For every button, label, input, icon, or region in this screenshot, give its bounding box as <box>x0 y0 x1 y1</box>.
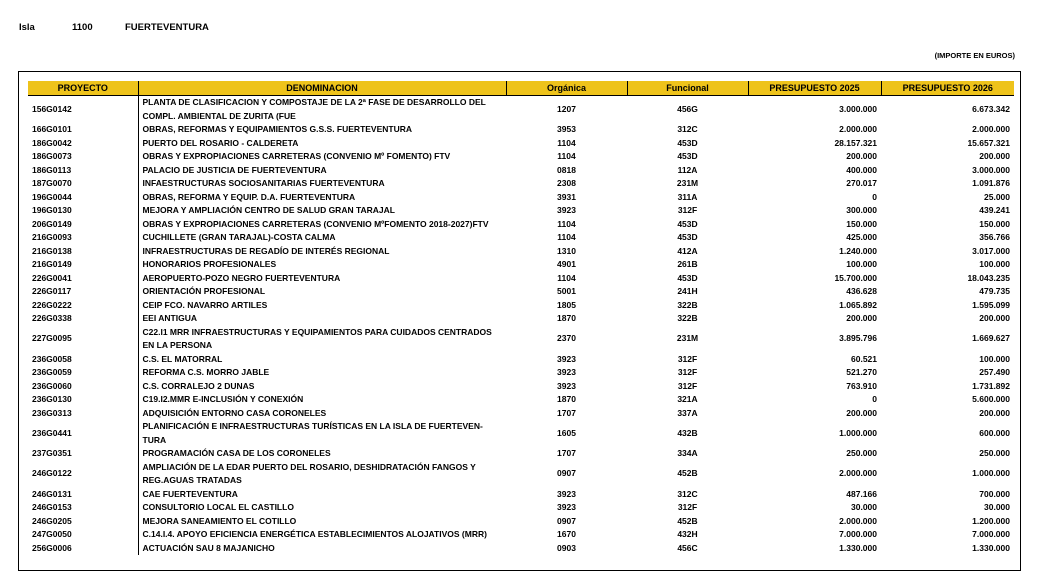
cell-presupuesto-2026: 5.600.000 <box>972 394 1010 404</box>
table-row <box>28 326 1014 353</box>
cell-funcional: 241H <box>677 286 698 296</box>
cell-organica: 1707 <box>557 448 576 458</box>
table-row <box>28 353 1014 367</box>
cell-funcional: 311A <box>677 191 698 202</box>
cell-presupuesto-2025: 7.000.000 <box>839 529 877 539</box>
cell-presupuesto-2025: 425.000 <box>846 232 877 242</box>
cell-denominacion: INFRAESTRUCTURAS DE REGADÍO DE INTERÉS REGIONAL <box>138 245 506 259</box>
cell-denominacion: PALACIO DE JUSTICIA DE FUERTEVENTURA <box>138 164 506 178</box>
cell-presupuesto-2026: 3.017.000 <box>972 245 1010 256</box>
cell-presupuesto-2025: 100.000 <box>846 259 877 269</box>
table-row <box>28 488 1014 502</box>
table-row <box>28 380 1014 394</box>
cell-funcional: 312F <box>677 367 698 377</box>
cell-presupuesto-2025: 200.000 <box>846 313 877 323</box>
cell-organica: 2308 <box>557 178 576 188</box>
cell-presupuesto-2026: 3.000.000 <box>972 164 1010 175</box>
cell-denominacion: AMPLIACIÓN DE LA EDAR PUERTO DEL ROSARIO, DESHIDRATACIÓN FANGOS Y REG.AGUAS TRATADAS <box>138 461 506 488</box>
cell-organica: 1670 <box>557 529 576 539</box>
cell-denominacion: AEROPUERTO-POZO NEGRO FUERTEVENTURA <box>138 272 506 286</box>
cell-proyecto: 186G0113 <box>32 164 72 175</box>
cell-organica: 0907 <box>557 515 576 526</box>
cell-presupuesto-2026: 257.490 <box>979 367 1010 377</box>
cell-presupuesto-2025: 200.000 <box>846 407 877 418</box>
cell-presupuesto-2025: 2.000.000 <box>839 468 877 479</box>
cell-proyecto: 256G0006 <box>32 542 72 553</box>
cell-proyecto: 226G0117 <box>32 286 72 296</box>
cell-presupuesto-2026: 6.673.342 <box>972 103 1010 114</box>
cell-funcional: 231M <box>676 178 699 188</box>
cell-presupuesto-2026: 250.000 <box>979 448 1010 458</box>
cell-proyecto: 166G0101 <box>32 124 72 134</box>
cell-presupuesto-2025: 270.017 <box>846 178 877 188</box>
cell-proyecto: 236G0313 <box>32 407 72 418</box>
cell-presupuesto-2025: 521.270 <box>846 367 877 377</box>
cell-organica: 0903 <box>557 542 576 553</box>
cell-organica: 3923 <box>557 353 576 364</box>
cell-funcional: 334A <box>677 448 698 458</box>
table-row <box>28 204 1014 218</box>
cell-denominacion: PLANTA DE CLASIFICACION Y COMPOSTAJE DE LA 2ª FASE DE DESARROLLO DEL COMPL. AMBIENTAL DE ZURITA (FUE <box>138 96 506 124</box>
table-row <box>28 150 1014 164</box>
cell-proyecto: 196G0130 <box>32 205 72 215</box>
cell-denominacion: INFAESTRUCTURAS SOCIOSANITARIAS FUERTEVENTURA <box>138 177 506 191</box>
cell-proyecto: 226G0222 <box>32 299 72 310</box>
cell-presupuesto-2025: 0 <box>872 394 877 404</box>
cell-proyecto: 206G0149 <box>32 218 72 229</box>
cell-presupuesto-2025: 487.166 <box>846 488 877 499</box>
cell-presupuesto-2026: 479.735 <box>979 286 1010 296</box>
cell-proyecto: 246G0205 <box>32 515 72 526</box>
cell-proyecto: 247G0050 <box>32 529 72 539</box>
cell-presupuesto-2026: 1.000.000 <box>972 468 1010 479</box>
cell-organica: 1207 <box>557 103 576 114</box>
table-row <box>28 542 1014 556</box>
cell-denominacion: MEJORA Y AMPLIACIÓN CENTRO DE SALUD GRAN TARAJAL <box>138 204 506 218</box>
table-row <box>28 164 1014 178</box>
table-row <box>28 96 1014 124</box>
cell-presupuesto-2026: 30.000 <box>984 502 1010 512</box>
cell-presupuesto-2025: 60.521 <box>851 353 877 364</box>
cell-organica: 3923 <box>557 367 576 377</box>
cell-funcional: 312C <box>677 124 698 134</box>
cell-presupuesto-2025: 30.000 <box>851 502 877 512</box>
table-row <box>28 501 1014 515</box>
cell-presupuesto-2026: 600.000 <box>979 427 1010 438</box>
table-row <box>28 258 1014 272</box>
cell-organica: 4901 <box>557 259 576 269</box>
cell-organica: 0907 <box>557 468 576 479</box>
cell-funcional: 412A <box>677 245 698 256</box>
cell-presupuesto-2026: 200.000 <box>979 407 1010 418</box>
cell-funcional: 322B <box>677 313 698 323</box>
table-row <box>28 285 1014 299</box>
cell-denominacion: OBRAS Y EXPROPIACIONES CARRETERAS (CONVENIO Mº FOMENTO) FTV <box>138 150 506 164</box>
cell-presupuesto-2025: 15.700.000 <box>834 272 877 283</box>
cell-proyecto: 236G0130 <box>32 394 72 404</box>
cell-presupuesto-2025: 1.330.000 <box>839 542 877 553</box>
cell-organica: 3953 <box>557 124 576 134</box>
cell-denominacion: HONORARIOS PROFESIONALES <box>138 258 506 272</box>
cell-presupuesto-2026: 7.000.000 <box>972 529 1010 539</box>
cell-denominacion: EEI ANTIGUA <box>138 312 506 326</box>
cell-organica: 3923 <box>557 502 576 512</box>
table-row <box>28 299 1014 313</box>
cell-funcional: 322B <box>677 299 698 310</box>
cell-organica: 1605 <box>557 427 576 438</box>
cell-organica: 1707 <box>557 407 576 418</box>
cell-funcional: 321A <box>677 394 698 404</box>
cell-organica: 1870 <box>557 313 576 323</box>
cell-proyecto: 236G0059 <box>32 367 72 377</box>
table-body <box>28 96 1014 556</box>
cell-funcional: 453D <box>677 137 698 148</box>
cell-presupuesto-2025: 0 <box>872 191 877 202</box>
cell-proyecto: 226G0041 <box>32 272 72 283</box>
cell-presupuesto-2025: 250.000 <box>846 448 877 458</box>
cell-presupuesto-2026: 356.766 <box>979 232 1010 242</box>
cell-presupuesto-2025: 300.000 <box>846 205 877 215</box>
cell-denominacion: ACTUACIÓN SAU 8 MAJANICHO <box>138 542 506 556</box>
cell-presupuesto-2025: 436.628 <box>846 286 877 296</box>
cell-presupuesto-2025: 28.157.321 <box>834 137 877 148</box>
cell-denominacion: OBRAS Y EXPROPIACIONES CARRETERAS (CONVENIO MºFOMENTO 2018-2027)FTV <box>138 218 506 232</box>
col-header-presupuesto-2025: PRESUPUESTO 2025 <box>748 81 881 96</box>
col-header-organica: Orgánica <box>506 81 627 96</box>
cell-organica: 3923 <box>557 488 576 499</box>
table-row <box>28 245 1014 259</box>
cell-presupuesto-2026: 1.731.892 <box>972 380 1010 391</box>
table-row <box>28 123 1014 137</box>
cell-presupuesto-2025: 2.000.000 <box>839 124 877 134</box>
cell-proyecto: 226G0338 <box>32 313 72 323</box>
cell-presupuesto-2026: 100.000 <box>979 353 1010 364</box>
table-row <box>28 515 1014 529</box>
cell-denominacion: C.S. CORRALEJO 2 DUNAS <box>138 380 506 394</box>
cell-presupuesto-2026: 15.657.321 <box>967 137 1010 148</box>
cell-funcional: 312F <box>677 353 698 364</box>
table-row <box>28 312 1014 326</box>
cell-funcional: 453D <box>677 232 698 242</box>
cell-proyecto: 216G0138 <box>32 245 72 256</box>
table-row <box>28 528 1014 542</box>
cell-presupuesto-2026: 200.000 <box>979 151 1010 161</box>
cell-presupuesto-2026: 439.241 <box>979 205 1010 215</box>
cell-funcional: 312C <box>677 488 698 499</box>
cell-denominacion: ORIENTACIÓN PROFESIONAL <box>138 285 506 299</box>
cell-organica: 1310 <box>557 245 576 256</box>
table-row <box>28 366 1014 380</box>
cell-funcional: 312F <box>677 502 698 512</box>
col-header-funcional: Funcional <box>627 81 748 96</box>
cell-organica: 1104 <box>557 151 576 161</box>
cell-proyecto: 216G0093 <box>32 232 72 242</box>
isla-code: 1100 <box>72 22 93 33</box>
cell-organica: 0818 <box>557 164 576 175</box>
cell-funcional: 231M <box>676 333 699 344</box>
cell-organica: 3931 <box>557 191 576 202</box>
cell-organica: 1104 <box>557 137 576 148</box>
cell-presupuesto-2025: 200.000 <box>846 151 877 161</box>
cell-funcional: 453D <box>677 151 698 161</box>
col-header-denominacion: DENOMINACION <box>138 81 506 96</box>
table-row <box>28 177 1014 191</box>
cell-presupuesto-2026: 1.330.000 <box>972 542 1010 553</box>
cell-presupuesto-2025: 1.000.000 <box>839 427 877 438</box>
cell-presupuesto-2025: 3.895.796 <box>839 333 877 344</box>
cell-presupuesto-2025: 1.240.000 <box>839 245 877 256</box>
cell-proyecto: 236G0058 <box>32 353 72 364</box>
col-header-presupuesto-2026: PRESUPUESTO 2026 <box>881 81 1014 96</box>
cell-proyecto: 236G0060 <box>32 380 72 391</box>
cell-presupuesto-2026: 2.000.000 <box>972 124 1010 134</box>
cell-organica: 3923 <box>557 205 576 215</box>
table-row <box>28 191 1014 205</box>
cell-denominacion: OBRAS, REFORMA Y EQUIP. D.A. FUERTEVENTURA <box>138 191 506 205</box>
cell-presupuesto-2026: 1.595.099 <box>972 299 1010 310</box>
cell-proyecto: 246G0122 <box>32 468 72 479</box>
cell-proyecto: 156G0142 <box>32 103 72 114</box>
cell-proyecto: 227G0095 <box>32 333 72 344</box>
cell-presupuesto-2026: 150.000 <box>979 218 1010 229</box>
table-row <box>28 231 1014 245</box>
cell-denominacion: PLANIFICACIÓN E INFRAESTRUCTURAS TURÍSTICAS EN LA ISLA DE FUERTEVEN-TURA <box>138 420 506 447</box>
col-header-proyecto: PROYECTO <box>28 81 138 96</box>
cell-denominacion: C.14.I.4. APOYO EFICIENCIA ENERGÉTICA ESTABLECIMIENTOS ALOJATIVOS (MRR) <box>138 528 506 542</box>
table-row <box>28 393 1014 407</box>
cell-denominacion: C.S. EL MATORRAL <box>138 353 506 367</box>
cell-presupuesto-2026: 18.043.235 <box>967 272 1010 283</box>
cell-presupuesto-2026: 1.091.876 <box>972 178 1010 188</box>
cell-proyecto: 186G0042 <box>32 137 72 148</box>
table-row <box>28 137 1014 151</box>
cell-organica: 1870 <box>557 394 576 404</box>
currency-note: (IMPORTE EN EUROS) <box>934 51 1015 60</box>
cell-proyecto: 236G0441 <box>32 427 72 438</box>
budget-table <box>28 81 1014 555</box>
isla-name: FUERTEVENTURA <box>125 22 209 33</box>
table-row <box>28 218 1014 232</box>
table-row <box>28 272 1014 286</box>
cell-presupuesto-2025: 1.065.892 <box>839 299 877 310</box>
cell-denominacion: CUCHILLETE (GRAN TARAJAL)-COSTA CALMA <box>138 231 506 245</box>
cell-denominacion: MEJORA SANEAMIENTO EL COTILLO <box>138 515 506 529</box>
cell-denominacion: ADQUISICIÓN ENTORNO CASA CORONELES <box>138 407 506 421</box>
cell-proyecto: 246G0153 <box>32 502 72 512</box>
cell-denominacion: REFORMA C.S. MORRO JABLE <box>138 366 506 380</box>
cell-presupuesto-2025: 763.910 <box>846 380 877 391</box>
cell-presupuesto-2026: 1.669.627 <box>972 333 1010 344</box>
cell-organica: 1805 <box>557 299 576 310</box>
cell-denominacion: PROGRAMACIÓN CASA DE LOS CORONELES <box>138 447 506 461</box>
cell-funcional: 456G <box>677 103 698 114</box>
cell-organica: 5001 <box>557 286 576 296</box>
cell-proyecto: 196G0044 <box>32 191 72 202</box>
cell-denominacion: CEIP FCO. NAVARRO ARTILES <box>138 299 506 313</box>
cell-funcional: 452B <box>677 515 698 526</box>
cell-denominacion: OBRAS, REFORMAS Y EQUIPAMIENTOS G.S.S. FUERTEVENTURA <box>138 123 506 137</box>
isla-label: Isla <box>19 22 35 33</box>
table-row <box>28 407 1014 421</box>
cell-presupuesto-2025: 150.000 <box>846 218 877 229</box>
cell-organica: 1104 <box>557 272 576 283</box>
table-row <box>28 447 1014 461</box>
cell-proyecto: 237G0351 <box>32 448 72 458</box>
table-row <box>28 461 1014 488</box>
cell-proyecto: 246G0131 <box>32 488 72 499</box>
cell-presupuesto-2026: 200.000 <box>979 313 1010 323</box>
cell-denominacion: CAE FUERTEVENTURA <box>138 488 506 502</box>
cell-organica: 1104 <box>557 232 576 242</box>
cell-denominacion: PUERTO DEL ROSARIO - CALDERETA <box>138 137 506 151</box>
cell-organica: 3923 <box>557 380 576 391</box>
cell-denominacion: C22.I1 MRR INFRAESTRUCTURAS Y EQUIPAMIENTOS PARA CUIDADOS CENTRADOS EN LA PERSONA <box>138 326 506 353</box>
cell-denominacion: CONSULTORIO LOCAL EL CASTILLO <box>138 501 506 515</box>
cell-funcional: 337A <box>677 407 698 418</box>
cell-funcional: 432H <box>677 529 698 539</box>
cell-presupuesto-2026: 700.000 <box>979 488 1010 499</box>
cell-funcional: 452B <box>677 468 698 479</box>
cell-funcional: 312F <box>677 205 698 215</box>
cell-funcional: 456C <box>677 542 698 553</box>
cell-funcional: 432B <box>677 427 698 438</box>
cell-proyecto: 187G0070 <box>32 178 72 188</box>
cell-funcional: 312F <box>677 380 698 391</box>
cell-organica: 1104 <box>557 218 576 229</box>
cell-proyecto: 186G0073 <box>32 151 72 161</box>
cell-presupuesto-2026: 1.200.000 <box>972 515 1010 526</box>
cell-proyecto: 216G0149 <box>32 259 72 269</box>
cell-presupuesto-2025: 2.000.000 <box>839 515 877 526</box>
cell-presupuesto-2026: 100.000 <box>979 259 1010 269</box>
cell-funcional: 453D <box>677 218 698 229</box>
cell-presupuesto-2025: 3.000.000 <box>839 103 877 114</box>
cell-funcional: 453D <box>677 272 698 283</box>
cell-presupuesto-2025: 400.000 <box>846 164 877 175</box>
cell-funcional: 112A <box>677 164 698 175</box>
cell-organica: 2370 <box>557 333 576 344</box>
table-header-row <box>28 81 1014 96</box>
cell-denominacion: C19.I2.MMR E-INCLUSIÓN Y CONEXIÓN <box>138 393 506 407</box>
cell-funcional: 261B <box>677 259 698 269</box>
cell-presupuesto-2026: 25.000 <box>984 191 1010 202</box>
table-row <box>28 420 1014 447</box>
